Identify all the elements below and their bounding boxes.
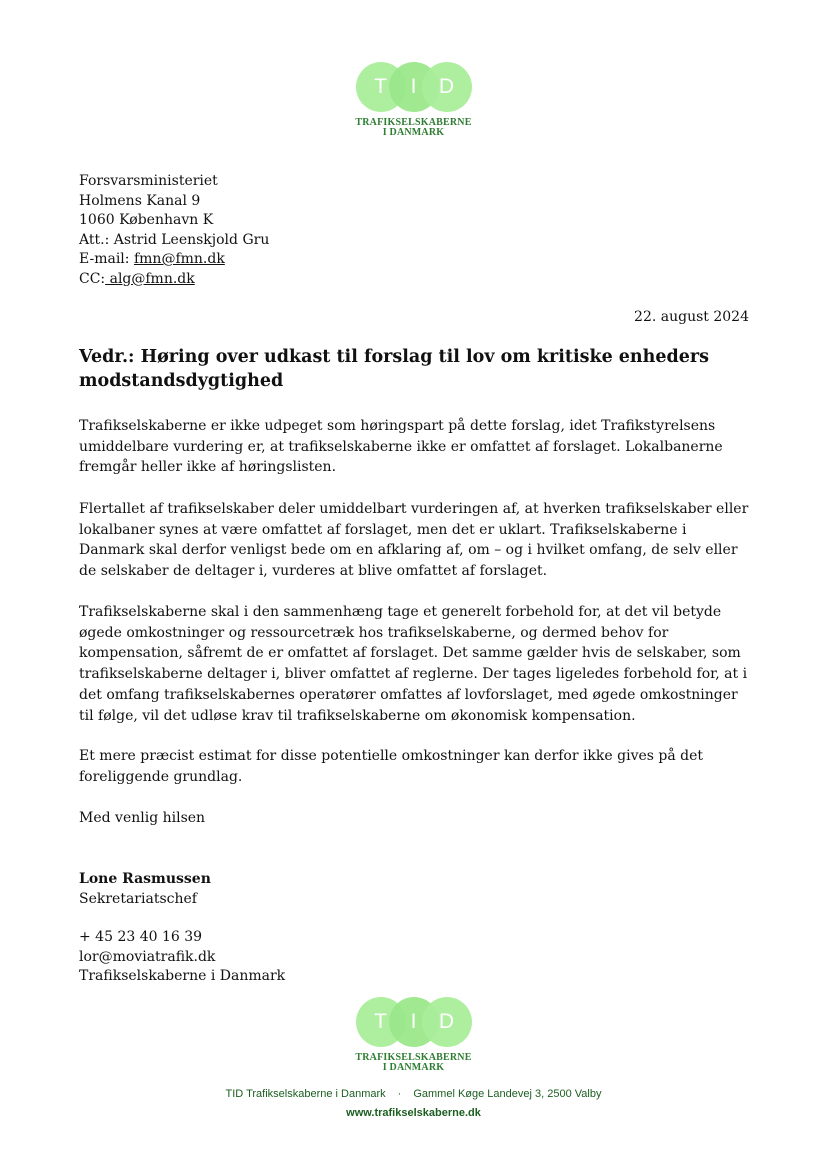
letter-subject: Vedr.: Høring over udkast til forslag til lov om kritiske enheders modstandsdygtighed	[79, 347, 709, 391]
header-logo	[314, 62, 514, 138]
body-paragraph-4: Et mere præcist estimat for disse potentielle omkostninger kan derfor ikke gives på det foreliggende grundlag.	[79, 748, 704, 785]
address-line-1: Forsvarsministeriet	[79, 173, 218, 189]
contact-email: lor@moviatrafik.dk	[79, 948, 216, 965]
address-line-4: Att.: Astrid Leenskjold Gru	[79, 231, 270, 248]
footer-address-line	[0, 1088, 827, 1100]
footer-logo-letter-d: D	[422, 997, 472, 1047]
logo-line-2: I DANMARK	[382, 127, 445, 138]
address-line-2: Holmens Kanal 9	[79, 192, 201, 209]
footer-logo-line-1: TRAFIKSELSKABERNE	[355, 1052, 472, 1063]
footer-logo-circles	[356, 997, 472, 1047]
address-line-3: 1060 København K	[79, 212, 214, 228]
body-paragraph-3: Trafikselskaberne skal i den sammenhæng tage et generelt forbehold for, at det vil betyde øgede omkostninger og ressourcetræk hos trafikselskaberne, og dermed behov for kompensation, såfremt de er omfattet af forslaget. Det samme gælder hvis de selskaber, som trafikselskaberne deltager i, bliver omfattet af reglerne. Der tages ligeledes forbehold for, at i det omfang trafikselskabernes operatører omfattes af lovforslaget, med øgede omkostninger til følge, vil det udløse krav til trafikselskaberne om økonomisk kompensation.	[79, 604, 748, 724]
logo-circles	[356, 62, 472, 112]
body-paragraph-1: Trafikselskaberne er ikke udpeget som høringspart på dette forslag, idet Trafikstyrelsens umiddelbare vurdering er, at trafikselskaberne ikke er omfattet af forslaget. Lokalbanerne fremgår heller ikke af høringslisten.	[79, 418, 723, 476]
footer-separator: ·	[397, 1088, 402, 1100]
logo-letter-t: T	[356, 62, 406, 112]
footer-logo	[314, 997, 514, 1073]
signature-block	[79, 870, 211, 909]
body-paragraph-2: Flertallet af trafikselskaber deler umiddelbart vurderingen af, at hverken trafikselskaber eller lokalbaner synes at være omfattet af forslaget, men det er uklart. Trafikselskaberne i Danmark skal derfor venligst bede om en afklaring af, om – og i hvilket omfang, de selv eller de selskaber de deltager i, vurderes at blive omfattet af forslaget.	[79, 501, 749, 580]
email-link[interactable]: fmn@fmn.dk	[133, 251, 225, 267]
contact-phone: + 45 23 40 16 39	[79, 929, 203, 945]
logo-wordmark	[314, 118, 514, 138]
cc-email-link[interactable]: alg@fmn.dk	[105, 270, 195, 287]
cc-label: CC:	[79, 270, 106, 287]
contact-block	[79, 928, 285, 987]
letter-date: 22. august 2024	[634, 309, 749, 325]
logo-letter-d: D	[422, 62, 472, 112]
logo-line-1: TRAFIKSELSKABERNE	[355, 117, 472, 128]
signatory-title: Sekretariatschef	[79, 890, 197, 907]
cc-line	[79, 270, 269, 290]
email-label: E-mail:	[79, 251, 134, 267]
email-line	[79, 250, 269, 270]
closing-phrase: Med venlig hilsen	[79, 810, 206, 826]
footer-org: TID Trafikselskaberne i Danmark	[225, 1088, 386, 1100]
footer-logo-letter-i: I	[389, 997, 439, 1047]
footer-logo-line-2: I DANMARK	[382, 1062, 445, 1073]
recipient-address	[79, 172, 269, 289]
signatory-name: Lone Rasmussen	[79, 871, 211, 887]
footer-website[interactable]: www.trafikselskaberne.dk	[346, 1107, 481, 1119]
footer-address: Gammel Køge Landevej 3, 2500 Valby	[413, 1088, 602, 1100]
footer-logo-wordmark	[314, 1053, 514, 1073]
logo-letter-i: I	[389, 62, 439, 112]
footer-logo-letter-t: T	[356, 997, 406, 1047]
contact-org: Trafikselskaberne i Danmark	[79, 968, 286, 984]
